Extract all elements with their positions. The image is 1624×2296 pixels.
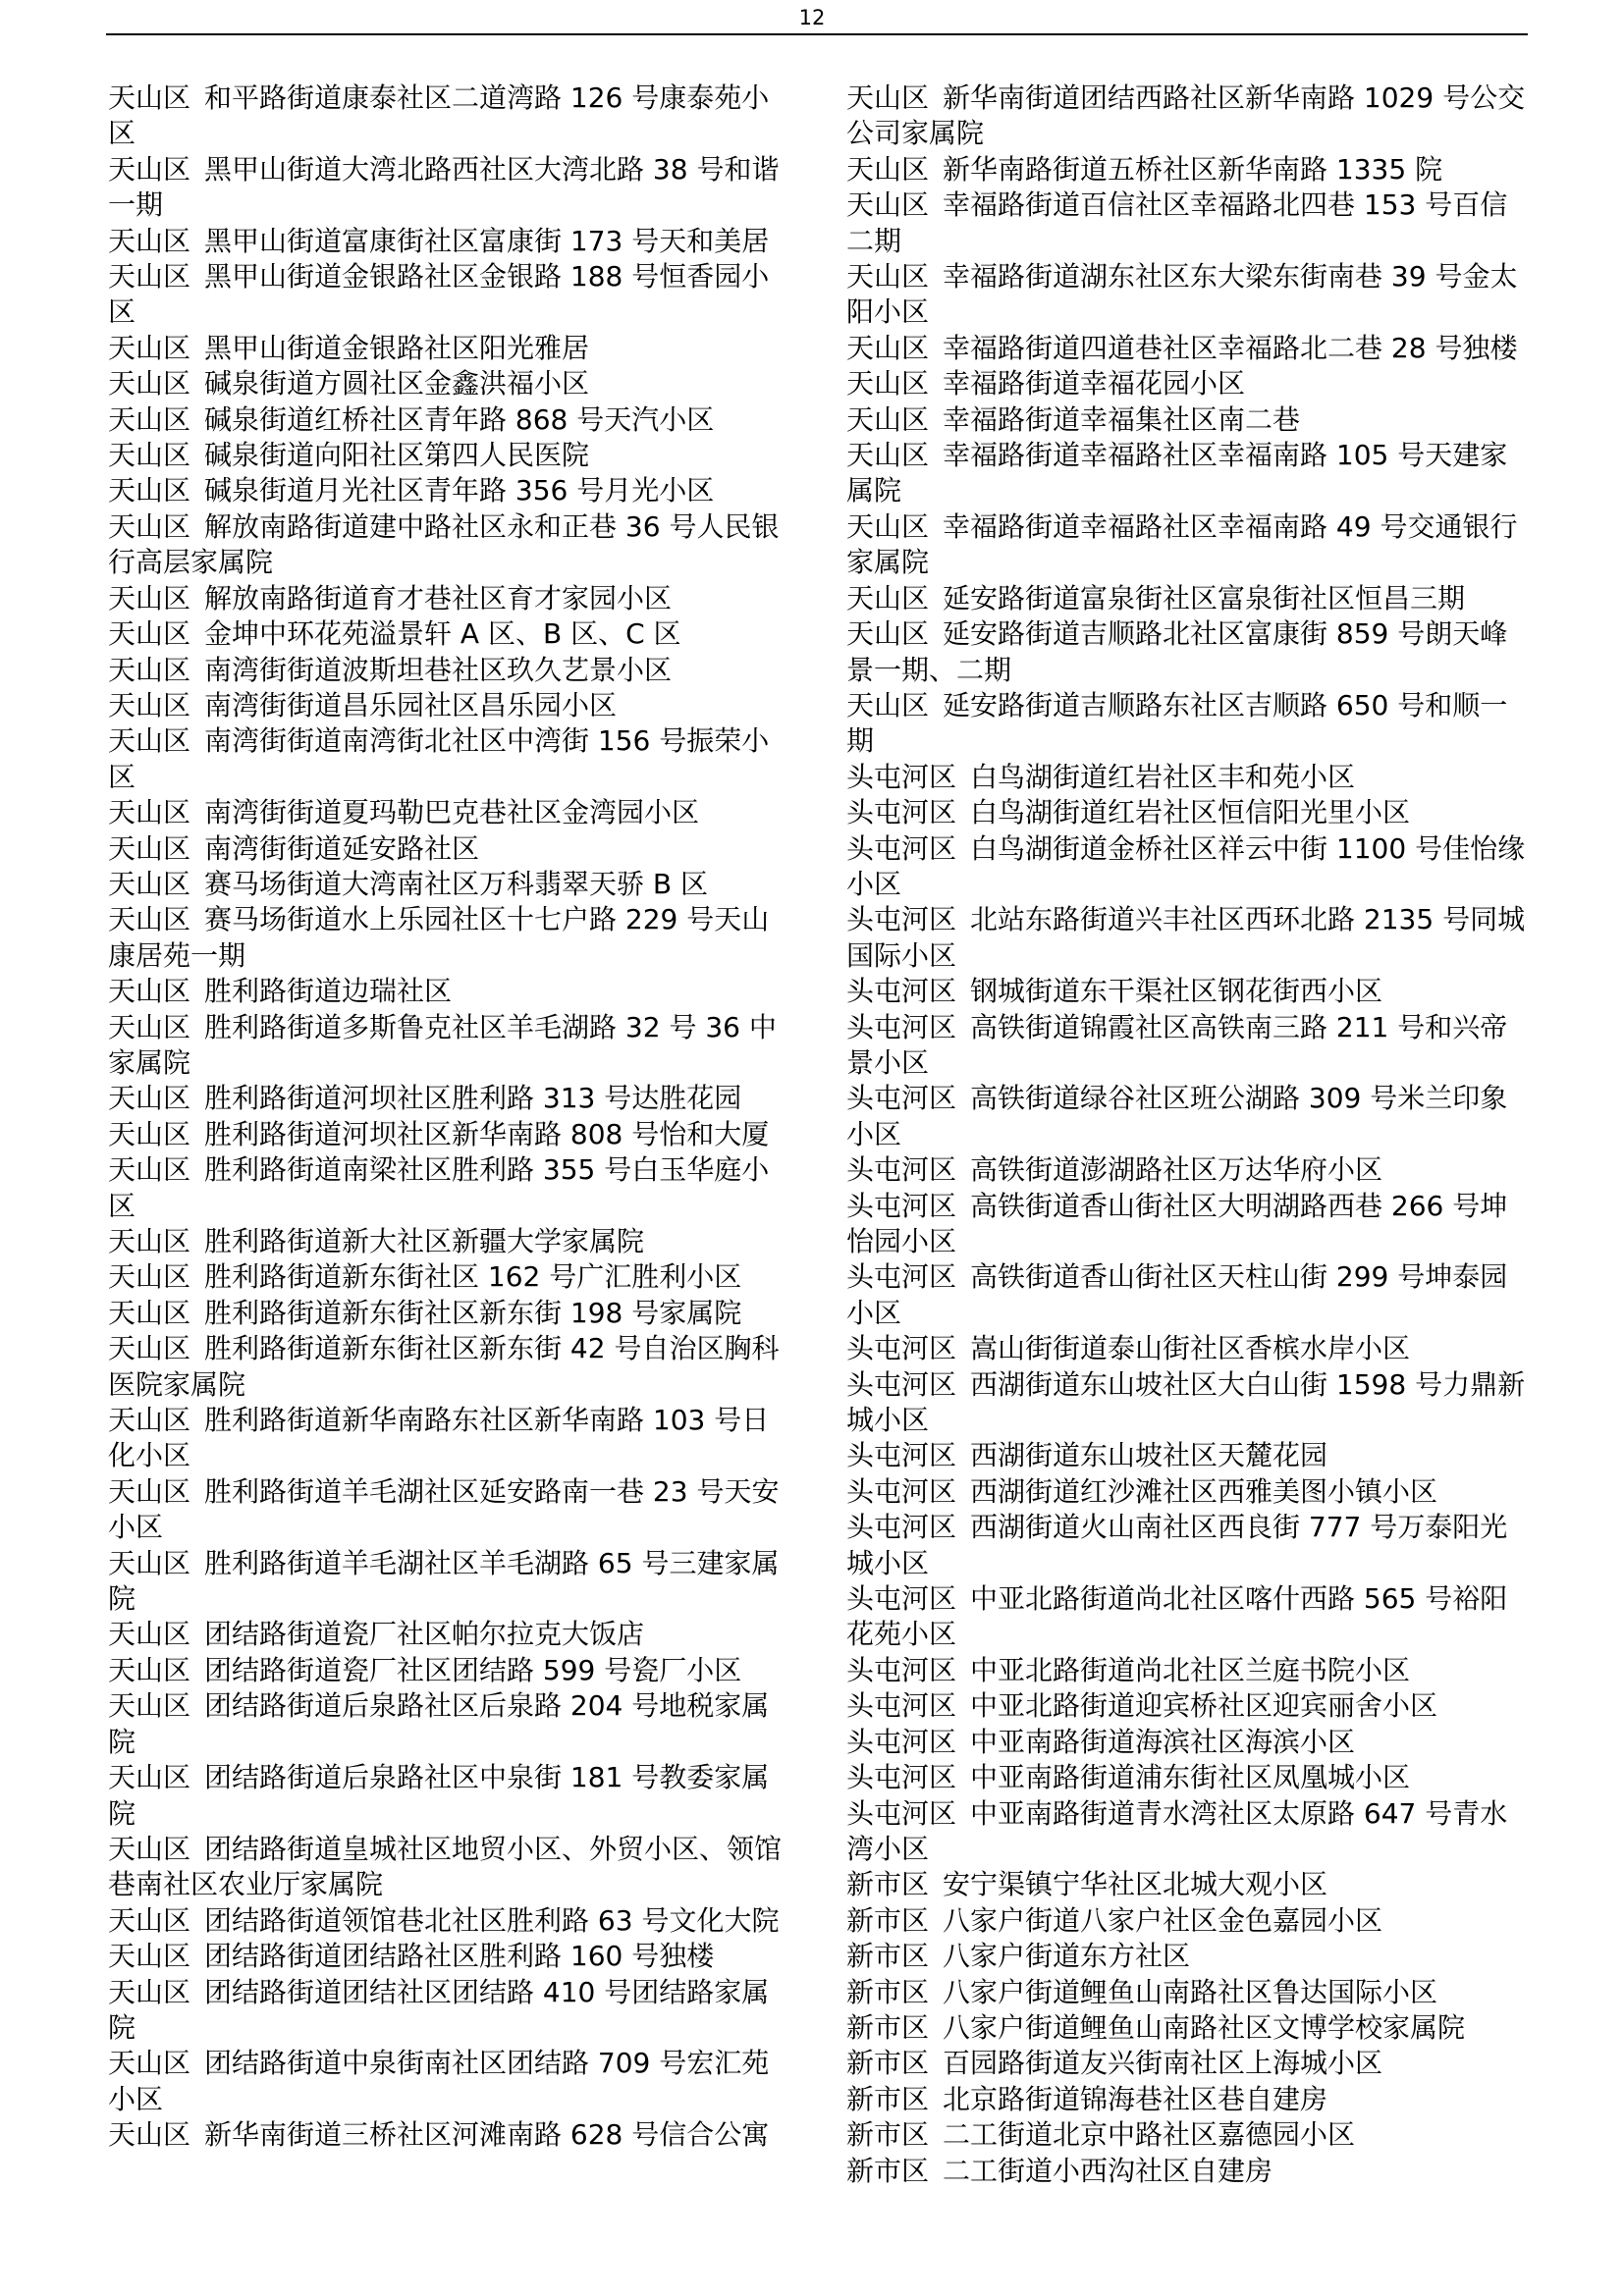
- address-entry: [108, 653, 795, 688]
- address-text: 胜利路街道河坝社区胜利路 313 号达胜花园: [204, 1082, 742, 1115]
- district-name: 天山区: [108, 617, 191, 651]
- address-text: 胜利路街道新华南路东社区新华南路 103 号日化小区: [108, 1404, 770, 1472]
- district-name: 天山区: [108, 1225, 191, 1257]
- address-text: 北京路街道锦海巷社区巷自建房: [943, 2082, 1328, 2115]
- district-name: 天山区: [108, 402, 191, 436]
- district-name: 天山区: [108, 1153, 191, 1187]
- left-column: [108, 80, 795, 2154]
- district-name: 天山区: [108, 1404, 191, 1437]
- district-name: 天山区: [108, 1296, 191, 1329]
- address-text: 延安路街道富泉街社区富泉街社区恒昌三期: [943, 581, 1466, 614]
- address-entry: [108, 688, 795, 723]
- address-entry: [108, 867, 795, 902]
- district-name: 天山区: [108, 724, 191, 758]
- address-entry: [108, 974, 795, 1009]
- district-name: 天山区: [846, 260, 930, 294]
- district-name: 天山区: [846, 581, 930, 614]
- address-entry: [846, 1152, 1534, 1188]
- address-text: 胜利路街道新大社区新疆大学家属院: [204, 1225, 645, 1257]
- district-name: 天山区: [108, 653, 191, 686]
- district-name: 天山区: [108, 796, 191, 829]
- district-name: 头屯河区: [846, 1153, 957, 1187]
- address-entry: [846, 1867, 1534, 1902]
- address-entry: [108, 1688, 795, 1760]
- district-name: 头屯河区: [846, 1796, 957, 1830]
- district-name: 天山区: [846, 439, 930, 472]
- address-entry: [108, 1331, 795, 1403]
- district-name: 天山区: [846, 688, 930, 721]
- address-entry: [108, 1296, 795, 1331]
- address-entry: [108, 723, 795, 795]
- district-name: 天山区: [108, 581, 191, 614]
- address-text: 黑甲山街道金银路社区阳光雅居: [204, 331, 590, 364]
- address-entry: [846, 831, 1534, 903]
- district-name: 天山区: [108, 1903, 191, 1937]
- address-entry: [846, 259, 1534, 331]
- address-entry: [846, 1510, 1534, 1581]
- address-text: 八家户街道鲤鱼山南路社区文博学校家属院: [943, 2010, 1466, 2044]
- district-name: 天山区: [108, 1010, 191, 1043]
- address-entry: [846, 438, 1534, 509]
- address-entry: [108, 438, 795, 473]
- address-entry: [846, 581, 1534, 616]
- address-text: 胜利路街道新东街社区新东街 42 号自治区胸科医院家属院: [108, 1332, 780, 1401]
- address-entry: [846, 2154, 1534, 2189]
- address-entry: [108, 831, 795, 867]
- address-entry: [108, 1117, 795, 1152]
- district-name: 新市区: [846, 1868, 930, 1901]
- address-text: 高铁街道香山街社区天柱山街 299 号坤泰园小区: [846, 1260, 1508, 1329]
- district-name: 头屯河区: [846, 760, 957, 793]
- address-text: 西湖街道火山南社区西良街 777 号万泰阳光城小区: [846, 1511, 1508, 1579]
- address-text: 钢城街道东干渠社区钢花街西小区: [970, 975, 1383, 1008]
- district-name: 新市区: [846, 2010, 930, 2044]
- address-text: 高铁街道锦霞社区高铁南三路 211 号和兴帝景小区: [846, 1010, 1508, 1079]
- district-name: 天山区: [846, 617, 930, 651]
- address-entry: [846, 795, 1534, 830]
- address-text: 中亚北路街道尚北社区喀什西路 565 号裕阳花苑小区: [846, 1582, 1508, 1651]
- district-name: 头屯河区: [846, 796, 957, 829]
- address-entry: [108, 1224, 795, 1259]
- address-text: 胜利路街道新东街社区 162 号广汇胜利小区: [204, 1260, 742, 1294]
- address-entry: [108, 1760, 795, 1832]
- district-name: 头屯河区: [846, 1761, 957, 1794]
- address-text: 胜利路街道羊毛湖社区延安路南一巷 23 号天安小区: [108, 1474, 780, 1544]
- district-name: 新市区: [846, 2118, 930, 2152]
- address-text: 胜利路街道多斯鲁克社区羊毛湖路 32 号 36 中家属院: [108, 1010, 777, 1079]
- address-text: 碱泉街道月光社区青年路 356 号月光小区: [204, 474, 715, 507]
- address-text: 南湾街街道南湾街北社区中湾街 156 号振荣小区: [108, 724, 770, 793]
- district-name: 天山区: [108, 260, 191, 294]
- address-entry: [846, 402, 1534, 438]
- address-text: 中亚北路街道尚北社区兰庭书院小区: [970, 1653, 1411, 1686]
- address-text: 八家户街道东方社区: [943, 1940, 1191, 1973]
- address-entry: [846, 366, 1534, 401]
- district-name: 头屯河区: [846, 1367, 957, 1401]
- district-name: 天山区: [108, 1761, 191, 1794]
- address-text: 团结路街道中泉街南社区团结路 709 号宏汇苑小区: [108, 2047, 770, 2115]
- district-name: 天山区: [108, 688, 191, 721]
- address-entry: [846, 902, 1534, 974]
- address-text: 八家户街道鲤鱼山南路社区鲁达国际小区: [943, 1975, 1438, 2008]
- address-text: 解放南路街道建中路社区永和正巷 36 号人民银行高层家属院: [108, 509, 780, 579]
- address-text: 幸福路街道四道巷社区幸福路北二巷 28 号独楼: [943, 331, 1518, 364]
- district-name: 天山区: [108, 1618, 191, 1651]
- address-entry: [108, 1474, 795, 1546]
- address-text: 北站东路街道兴丰社区西环北路 2135 号同城国际小区: [846, 903, 1526, 972]
- address-text: 团结路街道后泉路社区中泉街 181 号教委家属院: [108, 1761, 770, 1830]
- address-entry: [846, 1796, 1534, 1868]
- address-entry: [846, 974, 1534, 1009]
- address-entry: [846, 1189, 1534, 1260]
- address-entry: [108, 795, 795, 830]
- district-name: 头屯河区: [846, 1689, 957, 1723]
- address-entry: [108, 1903, 795, 1939]
- address-text: 安宁渠镇宁华社区北城大观小区: [943, 1868, 1328, 1901]
- address-text: 解放南路街道育才巷社区育才家园小区: [204, 581, 673, 614]
- address-text: 西湖街道东山坡社区天麓花园: [970, 1439, 1328, 1472]
- address-entry: [108, 616, 795, 652]
- address-entry: [846, 616, 1534, 688]
- district-name: 天山区: [108, 439, 191, 472]
- address-entry: [846, 80, 1534, 152]
- district-name: 天山区: [846, 509, 930, 543]
- address-entry: [846, 1259, 1534, 1331]
- address-text: 幸福路街道幸福花园小区: [943, 367, 1246, 400]
- address-entry: [108, 1403, 795, 1474]
- address-entry: [846, 2117, 1534, 2153]
- address-text: 中亚南路街道浦东街社区凤凰城小区: [970, 1761, 1411, 1794]
- address-text: 黑甲山街道富康街社区富康街 173 号天和美居: [204, 224, 770, 257]
- address-entry: [108, 1152, 795, 1224]
- address-text: 赛马场街道大湾南社区万科翡翠天骄 B 区: [204, 867, 709, 900]
- address-text: 金坤中环花苑溢景轩 A 区、B 区、C 区: [204, 617, 681, 651]
- district-name: 天山区: [108, 152, 191, 186]
- address-text: 八家户街道八家户社区金色嘉园小区: [943, 1903, 1383, 1937]
- district-name: 天山区: [108, 509, 191, 543]
- district-name: 头屯河区: [846, 975, 957, 1008]
- address-entry: [846, 509, 1534, 581]
- address-entry: [846, 1581, 1534, 1653]
- address-text: 和平路街道康泰社区二道湾路 126 号康泰苑小区: [108, 81, 770, 150]
- address-entry: [846, 1688, 1534, 1724]
- address-entry: [846, 187, 1534, 259]
- address-text: 白鸟湖街道红岩社区丰和苑小区: [970, 760, 1356, 793]
- address-entry: [108, 1975, 795, 2047]
- district-name: 天山区: [108, 1653, 191, 1686]
- district-name: 天山区: [108, 2047, 191, 2080]
- address-entry: [108, 1617, 795, 1652]
- district-name: 天山区: [108, 867, 191, 900]
- district-name: 天山区: [108, 1117, 191, 1150]
- address-text: 南湾街街道波斯坦巷社区玖久艺景小区: [204, 653, 673, 686]
- address-text: 南湾街街道夏玛勒巴克巷社区金湾园小区: [204, 796, 700, 829]
- district-name: 天山区: [108, 1832, 191, 1865]
- district-name: 头屯河区: [846, 1082, 957, 1115]
- address-entry: [846, 1331, 1534, 1366]
- district-name: 天山区: [846, 152, 930, 186]
- address-entry: [846, 1725, 1534, 1760]
- district-name: 头屯河区: [846, 1439, 957, 1472]
- address-text: 黑甲山街道大湾北路西社区大湾北路 38 号和谐一期: [108, 152, 780, 222]
- address-text: 中亚北路街道迎宾桥社区迎宾丽舍小区: [970, 1689, 1438, 1723]
- address-entry: [108, 224, 795, 259]
- district-name: 天山区: [108, 1689, 191, 1723]
- district-name: 新市区: [846, 2154, 930, 2187]
- address-entry: [846, 1474, 1534, 1510]
- address-text: 团结路街道后泉路社区后泉路 204 号地税家属院: [108, 1689, 770, 1758]
- address-text: 胜利路街道南梁社区胜利路 355 号白玉华庭小区: [108, 1153, 770, 1222]
- district-name: 天山区: [846, 367, 930, 400]
- district-name: 头屯河区: [846, 1511, 957, 1544]
- address-entry: [108, 331, 795, 366]
- district-name: 天山区: [108, 1474, 191, 1508]
- address-entry: [846, 760, 1534, 795]
- address-entry: [846, 1010, 1534, 1082]
- address-entry: [846, 331, 1534, 366]
- address-entry: [846, 1975, 1534, 2010]
- district-name: 天山区: [846, 81, 930, 114]
- address-entry: [108, 152, 795, 224]
- address-entry: [846, 2046, 1534, 2081]
- address-entry: [108, 1259, 795, 1295]
- address-text: 高铁街道澎湖路社区万达华府小区: [970, 1153, 1383, 1187]
- district-name: 天山区: [108, 367, 191, 400]
- address-text: 高铁街道绿谷社区班公湖路 309 号米兰印象小区: [846, 1082, 1508, 1150]
- address-entry: [108, 1010, 795, 1082]
- address-entry: [108, 1832, 795, 1903]
- address-entry: [846, 1760, 1534, 1795]
- address-text: 胜利路街道新东街社区新东街 198 号家属院: [204, 1296, 742, 1329]
- address-entry: [846, 2082, 1534, 2117]
- address-entry: [108, 259, 795, 331]
- address-text: 团结路街道团结路社区胜利路 160 号独楼: [204, 1940, 715, 1973]
- district-name: 头屯河区: [846, 1189, 957, 1222]
- address-entry: [846, 2010, 1534, 2046]
- address-text: 胜利路街道河坝社区新华南路 808 号怡和大厦: [204, 1117, 770, 1150]
- address-entry: [108, 1939, 795, 1974]
- district-name: 天山区: [108, 1260, 191, 1294]
- address-text: 新华南街道三桥社区河滩南路 628 号信合公寓: [204, 2118, 770, 2152]
- address-text: 胜利路街道边瑞社区: [204, 975, 453, 1008]
- address-text: 碱泉街道红桥社区青年路 868 号天汽小区: [204, 402, 715, 436]
- address-text: 西湖街道红沙滩社区西雅美图小镇小区: [970, 1474, 1438, 1508]
- district-name: 新市区: [846, 1975, 930, 2008]
- header-rule: [106, 33, 1528, 35]
- address-entry: [108, 366, 795, 401]
- district-name: 头屯河区: [846, 1582, 957, 1616]
- address-text: 幸福路街道幸福路社区幸福南路 105 号天建家属院: [846, 439, 1508, 507]
- district-name: 新市区: [846, 1903, 930, 1937]
- district-name: 天山区: [108, 1546, 191, 1579]
- district-name: 天山区: [108, 224, 191, 257]
- right-column: [846, 80, 1534, 2189]
- district-name: 头屯河区: [846, 1260, 957, 1294]
- address-entry: [108, 2117, 795, 2153]
- address-entry: [846, 1081, 1534, 1152]
- address-text: 幸福路街道幸福路社区幸福南路 49 号交通银行家属院: [846, 509, 1518, 579]
- address-entry: [846, 688, 1534, 760]
- district-name: 头屯河区: [846, 1725, 957, 1758]
- address-entry: [846, 152, 1534, 187]
- address-text: 南湾街街道昌乐园社区昌乐园小区: [204, 688, 618, 721]
- district-name: 头屯河区: [846, 903, 957, 936]
- address-text: 团结路街道皇城社区地贸小区、外贸小区、领馆巷南社区农业厅家属院: [108, 1832, 783, 1901]
- district-name: 天山区: [108, 81, 191, 114]
- district-name: 天山区: [108, 331, 191, 364]
- address-entry: [108, 581, 795, 616]
- address-text: 新华南路街道五桥社区新华南路 1335 院: [943, 152, 1443, 186]
- address-text: 新华南街道团结西路社区新华南路 1029 号公交公司家属院: [846, 81, 1526, 150]
- district-name: 天山区: [108, 1975, 191, 2008]
- address-entry: [108, 402, 795, 438]
- address-entry: [846, 1653, 1534, 1688]
- district-name: 天山区: [108, 903, 191, 936]
- address-entry: [846, 1903, 1534, 1939]
- address-text: 幸福路街道幸福集社区南二巷: [943, 402, 1301, 436]
- district-name: 天山区: [846, 188, 930, 222]
- address-text: 南湾街街道延安路社区: [204, 831, 480, 865]
- address-text: 幸福路街道湖东社区东大梁东街南巷 39 号金太阳小区: [846, 260, 1518, 329]
- district-name: 天山区: [108, 2118, 191, 2152]
- address-text: 团结路街道团结社区团结路 410 号团结路家属院: [108, 1975, 770, 2044]
- address-text: 胜利路街道羊毛湖社区羊毛湖路 65 号三建家属院: [108, 1546, 780, 1616]
- address-text: 碱泉街道向阳社区第四人民医院: [204, 439, 590, 472]
- address-text: 中亚南路街道海滨社区海滨小区: [970, 1725, 1356, 1758]
- district-name: 新市区: [846, 2082, 930, 2115]
- address-text: 百园路街道友兴街南社区上海城小区: [943, 2047, 1383, 2080]
- district-name: 头屯河区: [846, 831, 957, 865]
- page-number: 12: [798, 6, 826, 29]
- address-text: 延安路街道吉顺路北社区富康街 859 号朗天峰景一期、二期: [846, 617, 1508, 686]
- address-text: 西湖街道东山坡社区大白山街 1598 号力鼎新城小区: [846, 1367, 1526, 1437]
- address-entry: [846, 1367, 1534, 1439]
- address-text: 团结路街道瓷厂社区帕尔拉克大饭店: [204, 1618, 645, 1651]
- address-text: 赛马场街道水上乐园社区十七户路 229 号天山康居苑一期: [108, 903, 770, 972]
- address-text: 中亚南路街道青水湾社区太原路 647 号青水湾小区: [846, 1796, 1508, 1865]
- address-text: 碱泉街道方圆社区金鑫洪福小区: [204, 367, 590, 400]
- address-entry: [108, 1653, 795, 1688]
- district-name: 天山区: [108, 474, 191, 507]
- address-entry: [846, 1939, 1534, 1974]
- address-text: 高铁街道香山街社区大明湖路西巷 266 号坤怡园小区: [846, 1189, 1508, 1257]
- district-name: 天山区: [108, 1332, 191, 1365]
- district-name: 天山区: [108, 1082, 191, 1115]
- district-name: 头屯河区: [846, 1010, 957, 1043]
- district-name: 天山区: [846, 402, 930, 436]
- district-name: 天山区: [108, 975, 191, 1008]
- address-entry: [108, 902, 795, 974]
- district-name: 头屯河区: [846, 1332, 957, 1365]
- address-text: 白鸟湖街道金桥社区祥云中街 1100 号佳怡缘小区: [846, 831, 1526, 900]
- address-text: 黑甲山街道金银路社区金银路 188 号恒香园小区: [108, 260, 770, 329]
- address-entry: [108, 509, 795, 581]
- address-entry: [846, 1438, 1534, 1473]
- address-text: 二工街道北京中路社区嘉德园小区: [943, 2118, 1356, 2152]
- district-name: 天山区: [108, 1940, 191, 1973]
- district-name: 头屯河区: [846, 1653, 957, 1686]
- district-name: 头屯河区: [846, 1474, 957, 1508]
- address-entry: [108, 2046, 795, 2117]
- address-entry: [108, 80, 795, 152]
- address-text: 嵩山街街道泰山街社区香槟水岸小区: [970, 1332, 1411, 1365]
- address-text: 二工街道小西沟社区自建房: [943, 2154, 1273, 2187]
- address-text: 白鸟湖街道红岩社区恒信阳光里小区: [970, 796, 1411, 829]
- address-entry: [108, 473, 795, 508]
- district-name: 新市区: [846, 1940, 930, 1973]
- address-text: 团结路街道领馆巷北社区胜利路 63 号文化大院: [204, 1903, 780, 1937]
- district-name: 天山区: [108, 831, 191, 865]
- address-entry: [108, 1081, 795, 1116]
- address-text: 幸福路街道百信社区幸福路北四巷 153 号百信二期: [846, 188, 1508, 257]
- district-name: 新市区: [846, 2047, 930, 2080]
- address-entry: [108, 1546, 795, 1618]
- address-text: 延安路街道吉顺路东社区吉顺路 650 号和顺一期: [846, 688, 1508, 758]
- district-name: 天山区: [846, 331, 930, 364]
- address-text: 团结路街道瓷厂社区团结路 599 号瓷厂小区: [204, 1653, 742, 1686]
